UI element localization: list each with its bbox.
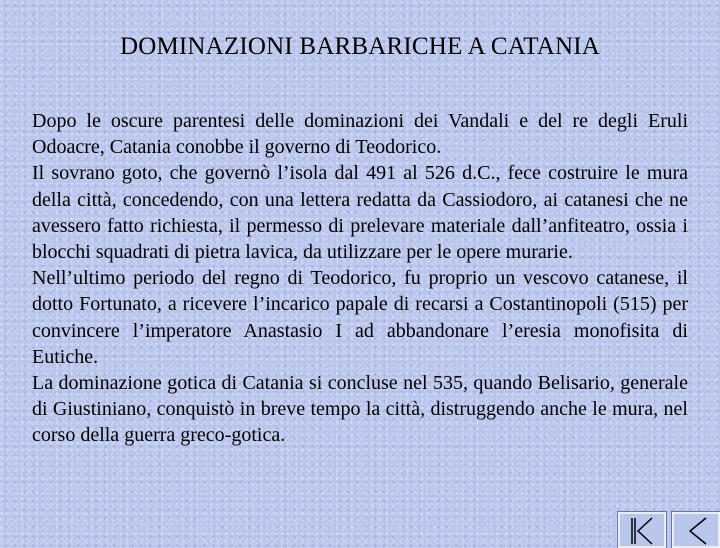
slide-title: DOMINAZIONI BARBARICHE A CATANIA — [119, 33, 601, 60]
paragraph-walls: Il sovrano goto, che governò l’isola dal 491 al 526 d.C., fece costruire le mura della città, concedendo, con una lettera redatta da Cassiodoro, ai catanesi che ne avessero fatto richiesta, il permesso di prelevare materiale dall’anfiteatro, ossia i blocchi squadrati di pietra lavica, da utilizzare per le opere murarie. — [32, 162, 688, 264]
paragraph-fortunato: Nell’ultimo periodo del regno di Teodorico, fu proprio un vescovo catanese, il dotto Fortunato, a ricevere l’incarico papale di recarsi a Costantinopoli (515) per convincere l’imperatore Anastasio I ad abbandonare l’eresia monofisita di Eutiche. — [32, 267, 688, 368]
slide-body — [32, 108, 688, 449]
previous-slide-icon — [674, 514, 718, 546]
paragraph-belisario: La dominazione gotica di Catania si concluse nel 535, quando Belisario, generale di Giustiniano, conquistò in breve tempo la città, distruggendo anche le mura, nel corso della guerra greco-gotica. — [32, 372, 688, 447]
paragraph-vandals: Dopo le oscure parentesi delle dominazioni dei Vandali e del re degli Eruli Odoacre, Catania conobbe il governo di Teodorico. — [32, 110, 688, 159]
first-slide-button[interactable] — [618, 512, 666, 548]
first-slide-icon — [620, 514, 664, 546]
previous-slide-button[interactable] — [672, 512, 720, 548]
